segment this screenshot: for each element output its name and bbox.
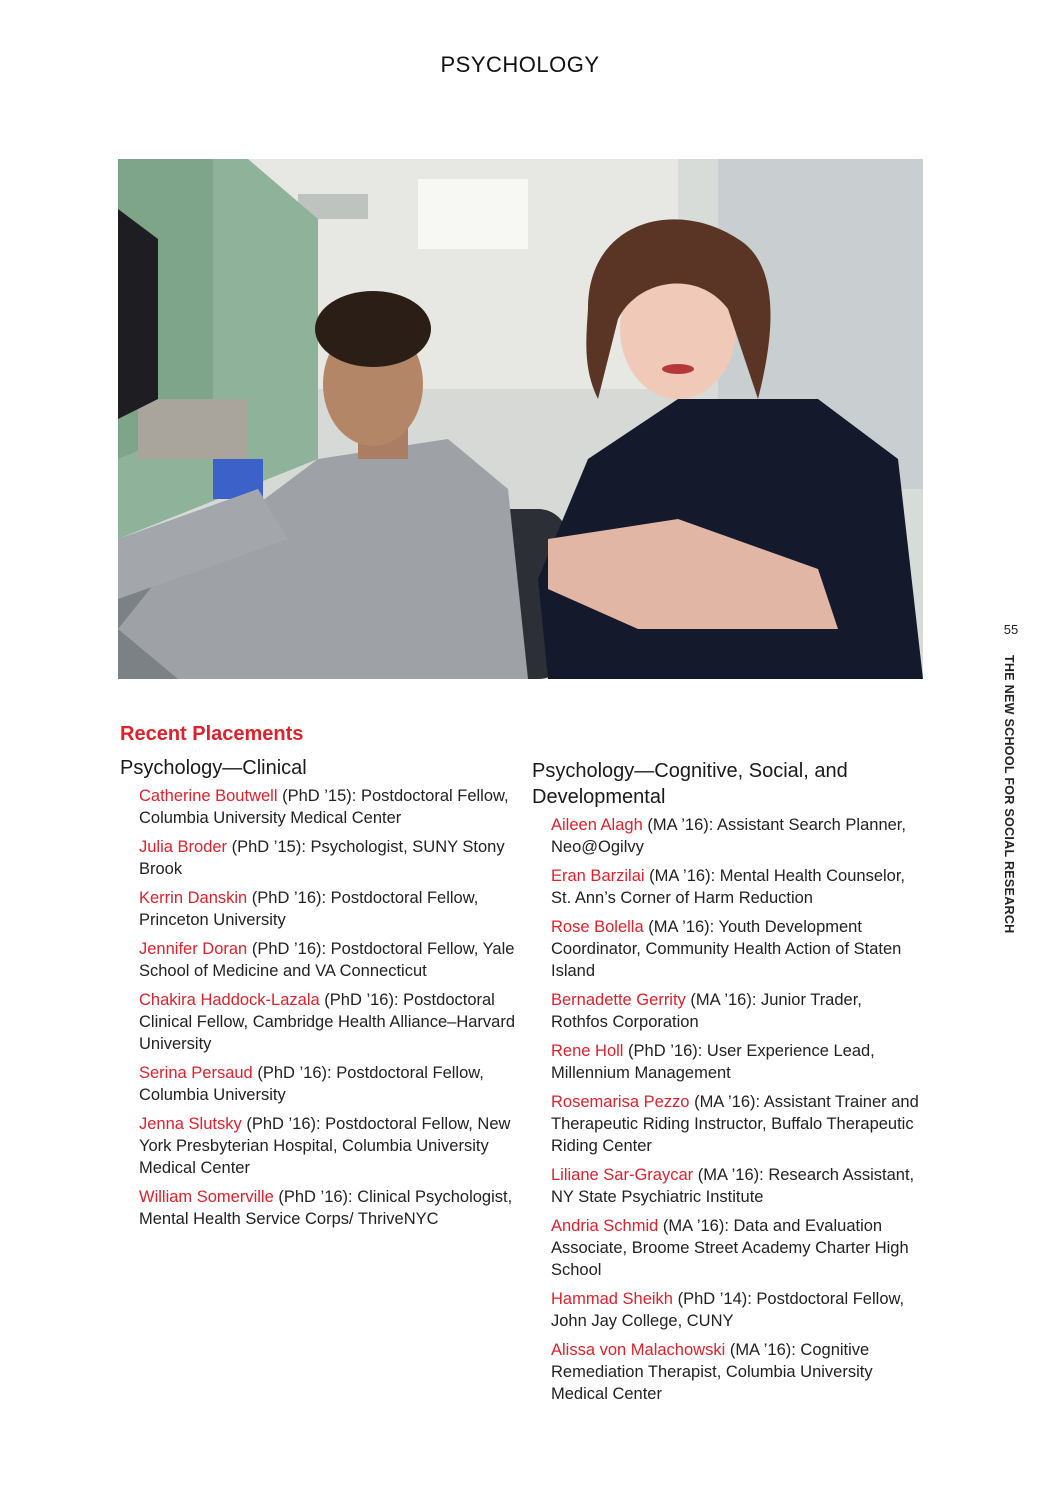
placement-entry: [139, 836, 520, 880]
placement-name: William Somerville: [139, 1188, 274, 1206]
page-title: PSYCHOLOGY: [440, 52, 600, 77]
cognitive-column: [532, 758, 922, 1412]
placement-name: Rene Holl: [551, 1042, 624, 1060]
placement-detail: (PhD ’14): Postdoctoral Fellow, John Jay College, CUNY: [551, 1290, 905, 1330]
placement-entry: [551, 1339, 922, 1405]
section-heading: Recent Placements: [120, 723, 304, 745]
placement-entry: [551, 814, 922, 858]
placement-entry: [551, 865, 922, 909]
placement-entry: [551, 1288, 922, 1332]
placement-entry: [139, 1113, 520, 1179]
placement-detail: (MA ’16): Assistant Trainer and Therapeutic Riding Instructor, Buffalo Therapeutic Riding Center: [551, 1093, 919, 1155]
page-number: 55: [1003, 622, 1019, 637]
placement-name: Hammad Sheikh: [551, 1290, 673, 1308]
placement-detail: (MA ’16): Assistant Search Planner, Neo@Ogilvy: [551, 816, 906, 856]
placement-detail: (PhD ’16): Postdoctoral Fellow, Yale School of Medicine and VA Connecticut: [139, 940, 515, 980]
placement-entry: [139, 1186, 520, 1230]
placement-name: Liliane Sar-Graycar: [551, 1166, 694, 1184]
clinical-heading: Psychology—Clinical: [120, 757, 307, 779]
lab-photo: [118, 159, 923, 679]
placement-detail: (MA ’16): Youth Development Coordinator, Community Health Action of Staten Island: [551, 918, 902, 980]
placement-detail: (MA ’16): Data and Evaluation Associate, Broome Street Academy Charter High School: [551, 1217, 909, 1279]
placement-name: Rosemarisa Pezzo: [551, 1093, 690, 1111]
cognitive-list: [532, 814, 922, 1405]
placement-entry: [551, 1091, 922, 1157]
placement-detail: (PhD ’16): User Experience Lead, Millennium Management: [551, 1042, 875, 1082]
placement-name: Julia Broder: [139, 838, 228, 856]
placement-detail: (MA ’16): Junior Trader, Rothfos Corporation: [551, 991, 862, 1031]
placement-entry: [551, 1215, 922, 1281]
placement-entry: [551, 989, 922, 1033]
placement-name: Jenna Slutsky: [139, 1115, 242, 1133]
placement-entry: [139, 938, 520, 982]
placement-detail: (MA ’16): Cognitive Remediation Therapist, Columbia University Medical Center: [551, 1341, 873, 1403]
clinical-column: [120, 755, 520, 1237]
placement-entry: [139, 887, 520, 931]
placement-entry: [139, 989, 520, 1055]
placement-detail: (PhD ’15): Postdoctoral Fellow, Columbia University Medical Center: [139, 787, 509, 827]
placement-name: Kerrin Danskin: [139, 889, 248, 907]
placement-name: Alissa von Malachowski: [551, 1341, 726, 1359]
placement-detail: (PhD ’16): Clinical Psychologist, Mental Health Service Corps/ ThriveNYC: [139, 1188, 513, 1228]
publication-name: THE NEW SCHOOL FOR SOCIAL RESEARCH: [1002, 655, 1016, 934]
placement-entry: [139, 1062, 520, 1106]
placement-name: Chakira Haddock-Lazala: [139, 991, 320, 1009]
placement-name: Andria Schmid: [551, 1217, 659, 1235]
placement-detail: (PhD ’16): Postdoctoral Fellow, New York Presbyterian Hospital, Columbia University Medical Center: [139, 1115, 511, 1177]
placement-name: Aileen Alagh: [551, 816, 643, 834]
placement-detail: (PhD ’16): Postdoctoral Fellow, Princeton University: [139, 889, 479, 929]
placement-detail: (PhD ’16): Postdoctoral Clinical Fellow, Cambridge Health Alliance–Harvard University: [139, 991, 516, 1053]
placement-entry: [551, 1040, 922, 1084]
placement-name: Jennifer Doran: [139, 940, 248, 958]
placement-name: Serina Persaud: [139, 1064, 253, 1082]
placement-detail: (PhD ’15): Psychologist, SUNY Stony Brook: [139, 838, 505, 878]
placement-entry: [551, 1164, 922, 1208]
placement-detail: (MA ’16): Mental Health Counselor, St. Ann’s Corner of Harm Reduction: [551, 867, 906, 907]
clinical-list: [120, 785, 520, 1230]
placement-name: Eran Barzilai: [551, 867, 645, 885]
placement-name: Rose Bolella: [551, 918, 644, 936]
photo-illustration: [118, 159, 923, 679]
placement-name: Bernadette Gerrity: [551, 991, 686, 1009]
placement-detail: (PhD ’16): Postdoctoral Fellow, Columbia University: [139, 1064, 484, 1104]
placement-detail: (MA ’16): Research Assistant, NY State Psychiatric Institute: [551, 1166, 915, 1206]
cognitive-heading: Psychology—Cognitive, Social, and Developmental: [532, 760, 848, 808]
placement-entry: [139, 785, 520, 829]
placement-entry: [551, 916, 922, 982]
placement-name: Catherine Boutwell: [139, 787, 278, 805]
